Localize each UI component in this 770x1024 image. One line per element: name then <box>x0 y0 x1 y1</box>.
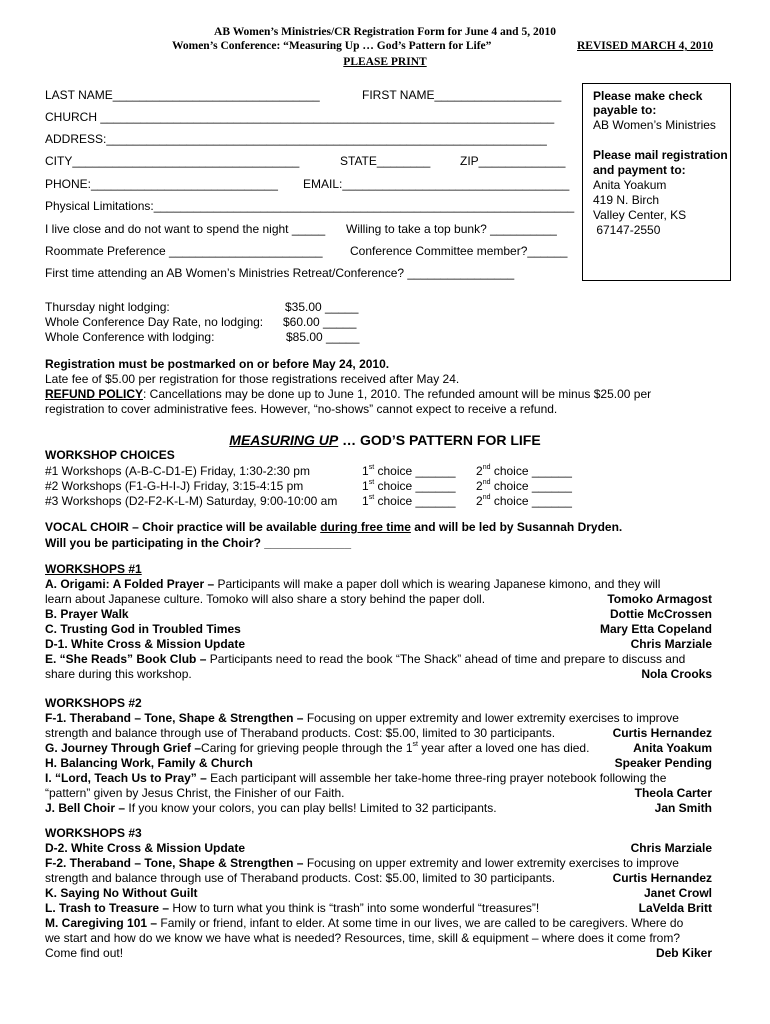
price-value[interactable]: $85.00 _____ <box>286 330 360 344</box>
workshops-2-heading: WORKSHOPS #2 <box>45 696 142 710</box>
price-label: Thursday night lodging: <box>45 300 170 314</box>
mail-address-city: Valley Center, KS <box>593 208 687 222</box>
workshop-m <box>45 916 683 931</box>
workshop-description: year after a loved one has died. <box>417 741 590 755</box>
payment-info-box <box>582 83 731 281</box>
city-field[interactable]: CITY__________________________________ <box>45 154 300 168</box>
ordinal-number: 2 <box>476 479 483 493</box>
please-print: PLEASE PRINT <box>343 56 427 68</box>
choice-row-label: #2 Workshops (F1-G-H-I-J) Friday, 3:15-4:15 pm <box>45 479 304 493</box>
choice-row-label: #1 Workshops (A-B-C-D1-E) Friday, 1:30-2:30 pm <box>45 464 310 478</box>
theme-title-part1: MEASURING UP <box>229 432 339 448</box>
price-label: Whole Conference with lodging: <box>45 330 215 344</box>
workshop-f1 <box>45 711 679 726</box>
ordinal-suffix: st <box>368 479 375 486</box>
roommate-field[interactable]: Roommate Preference _______________________ <box>45 244 323 258</box>
check-payable-line1: Please make check <box>593 89 703 103</box>
choice-blank: choice ______ <box>490 494 572 508</box>
workshop-description: share during this workshop. <box>45 667 192 681</box>
second-choice-field[interactable] <box>476 479 572 494</box>
workshop-title: A. Origami: A Folded Prayer – <box>45 577 215 591</box>
email-field[interactable]: EMAIL:__________________________________ <box>303 177 570 191</box>
ordinal-suffix: nd <box>482 464 491 471</box>
zip-field[interactable]: ZIP_____________ <box>460 154 566 168</box>
choir-participation-field[interactable]: Will you be participating in the Choir? _____________ <box>45 536 351 550</box>
deadline-notice: Registration must be postmarked on or before May 24, 2010. <box>45 357 390 371</box>
conference-subtitle: Women’s Conference: “Measuring Up … God’s Pattern for Life” <box>172 40 492 52</box>
mail-address-zip: 67147-2550 <box>593 223 661 237</box>
workshop-leader: Janet Crowl <box>643 886 712 900</box>
choir-notice <box>45 520 622 535</box>
ordinal-suffix: st <box>412 741 418 748</box>
last-name-field[interactable]: LAST NAME_______________________________ <box>45 88 320 102</box>
workshop-leader: Deb Kiker <box>655 946 712 960</box>
workshop-description: learn about Japanese culture. Tomoko will also share a story behind the paper doll. <box>45 592 486 606</box>
price-label: Whole Conference Day Rate, no lodging: <box>45 315 264 329</box>
second-choice-field[interactable] <box>476 464 572 479</box>
revised-date: REVISED MARCH 4, 2010 <box>577 40 714 52</box>
workshops-3-heading: WORKSHOPS #3 <box>45 826 142 840</box>
ordinal-suffix: st <box>368 464 375 471</box>
first-choice-field[interactable] <box>362 479 456 494</box>
workshop-title: M. Caregiving 101 – <box>45 916 158 930</box>
workshop-leader: Anita Yoakum <box>633 741 712 755</box>
workshop-description: Come find out! <box>45 946 124 960</box>
refund-policy-text: : Cancellations may be done up to June 1, 2010. The refunded amount will be minus $25.00 per <box>143 387 652 401</box>
workshop-title: J. Bell Choir – <box>45 801 126 815</box>
top-bunk-field[interactable]: Willing to take a top bunk? __________ <box>346 222 557 236</box>
refund-policy-line1 <box>45 387 651 402</box>
second-choice-field[interactable] <box>476 494 572 509</box>
workshop-leader: Curtis Hernandez <box>612 871 712 885</box>
choice-row-label: #3 Workshops (D2-F2-K-L-M) Saturday, 9:00-10:00 am <box>45 494 338 508</box>
ordinal-number: 1 <box>362 464 369 478</box>
workshop-f2 <box>45 856 679 871</box>
refund-policy-line2: registration to cover administrative fees. However, “no-shows” cannot expect to receive a refund. <box>45 402 558 416</box>
workshop-leader: Nola Crooks <box>641 667 712 681</box>
theme-title <box>0 431 770 449</box>
mail-registration-line1: Please mail registration <box>593 148 728 162</box>
workshop-leader: Jan Smith <box>654 801 712 815</box>
first-choice-field[interactable] <box>362 494 456 509</box>
ordinal-suffix: nd <box>482 479 491 486</box>
workshop-c-title: C. Trusting God in Troubled Times <box>45 622 241 636</box>
workshop-description: Participants need to read the book “The Shack” ahead of time and prepare to discuss and <box>206 652 686 666</box>
first-name-field[interactable]: FIRST NAME___________________ <box>362 88 562 102</box>
ordinal-suffix: st <box>368 494 375 501</box>
address-field[interactable]: ADDRESS:__________________________________________________________________ <box>45 132 547 146</box>
mail-address-name: Anita Yoakum <box>593 178 667 192</box>
workshop-choices-heading: WORKSHOP CHOICES <box>45 448 175 462</box>
workshop-description: If you know your colors, you can play bells! Limited to 32 participants. <box>125 801 497 815</box>
church-field[interactable]: CHURCH ____________________________________________________________________ <box>45 110 555 124</box>
workshop-leader: Chris Marziale <box>630 841 712 855</box>
workshop-leader: Curtis Hernandez <box>612 726 712 740</box>
workshop-description: How to turn what you think is “trash” into some wonderful “treasures”! <box>169 901 540 915</box>
workshop-leader: Speaker Pending <box>614 756 712 770</box>
workshop-title: F-2. Theraband – Tone, Shape & Strengthen – <box>45 856 304 870</box>
workshop-leader: Chris Marziale <box>630 637 712 651</box>
workshop-title: I. “Lord, Teach Us to Pray” – <box>45 771 207 785</box>
workshop-k-title: K. Saying No Without Guilt <box>45 886 198 900</box>
workshop-e <box>45 652 685 667</box>
workshop-title: F-1. Theraband – Tone, Shape & Strengthen – <box>45 711 304 725</box>
choice-blank: choice ______ <box>490 479 572 493</box>
workshop-i <box>45 771 666 786</box>
choir-notice-part1: VOCAL CHOIR – Choir practice will be available <box>45 520 321 534</box>
ordinal-suffix: nd <box>482 494 491 501</box>
ordinal-number: 2 <box>476 494 483 508</box>
price-value[interactable]: $60.00 _____ <box>283 315 357 329</box>
refund-policy-label: REFUND POLICY <box>45 387 144 401</box>
workshop-g <box>45 741 589 756</box>
workshop-description: strength and balance through use of Theraband products. Cost: $5.00, limited to 30 participants. <box>45 871 556 885</box>
workshop-description: strength and balance through use of Theraband products. Cost: $5.00, limited to 30 participants. <box>45 726 556 740</box>
workshop-leader: LaVelda Britt <box>638 901 712 915</box>
workshop-leader: Tomoko Armagost <box>607 592 712 606</box>
close-no-overnight-field[interactable]: I live close and do not want to spend the night _____ <box>45 222 326 236</box>
physical-limitations-field[interactable]: Physical Limitations:_______________________________________________________________ <box>45 199 575 213</box>
workshop-title: L. Trash to Treasure – <box>45 901 170 915</box>
ordinal-number: 1 <box>362 494 369 508</box>
first-time-field[interactable]: First time attending an AB Women’s Ministries Retreat/Conference? ________________ <box>45 266 515 280</box>
choice-blank: choice ______ <box>374 479 456 493</box>
workshop-leader: Dottie McCrossen <box>609 607 712 621</box>
workshop-description: we start and how do we know we have what is needed? Resources, time, skill & equipment – where does it come from? <box>45 931 680 945</box>
mail-registration-line2: and payment to: <box>593 163 686 177</box>
workshop-l <box>45 901 539 916</box>
workshop-description: Caring for grieving people through the 1 <box>201 741 413 755</box>
workshop-description: Focusing on upper extremity and lower extremity exercises to improve <box>303 711 679 725</box>
workshops-1-heading: WORKSHOPS #1 <box>45 562 142 576</box>
price-value[interactable]: $35.00 _____ <box>285 300 359 314</box>
workshop-b-title: B. Prayer Walk <box>45 607 129 621</box>
workshop-d1-title: D-1. White Cross & Mission Update <box>45 637 246 651</box>
first-choice-field[interactable] <box>362 464 456 479</box>
phone-field[interactable]: PHONE:____________________________ <box>45 177 278 191</box>
workshop-a <box>45 577 660 592</box>
choice-blank: choice ______ <box>374 464 456 478</box>
workshop-description: Family or friend, infant to elder. At some time in our lives, we are called to be caregivers. Where do <box>157 916 684 930</box>
committee-member-field[interactable]: Conference Committee member?______ <box>350 244 568 258</box>
form-title: AB Women’s Ministries/CR Registration Form for June 4 and 5, 2010 <box>214 26 556 38</box>
ordinal-number: 1 <box>362 479 369 493</box>
choice-blank: choice ______ <box>490 464 572 478</box>
ordinal-number: 2 <box>476 464 483 478</box>
workshop-h-title: H. Balancing Work, Family & Church <box>45 756 253 770</box>
workshop-description: “pattern” given by Jesus Christ, the Finisher of our Faith. <box>45 786 345 800</box>
workshop-description: Each participant will assemble her take-home three-ring prayer notebook following the <box>206 771 667 785</box>
choice-blank: choice ______ <box>374 494 456 508</box>
choir-free-time: during free time <box>320 520 411 534</box>
workshop-leader: Mary Etta Copeland <box>599 622 712 636</box>
theme-title-part2: … GOD’S PATTERN FOR LIFE <box>338 432 541 448</box>
workshop-title: G. Journey Through Grief – <box>45 741 202 755</box>
mail-address-street: 419 N. Birch <box>593 193 660 207</box>
late-fee-notice: Late fee of $5.00 per registration for those registrations received after May 24. <box>45 372 460 386</box>
workshop-d2-title: D-2. White Cross & Mission Update <box>45 841 246 855</box>
check-payable-line2: payable to: <box>593 103 657 117</box>
workshop-leader: Theola Carter <box>634 786 712 800</box>
workshop-title: E. “She Reads” Book Club – <box>45 652 207 666</box>
choir-notice-part3: and will be led by Susannah Dryden. <box>410 520 623 534</box>
payee-name: AB Women’s Ministries <box>593 118 716 132</box>
state-field[interactable]: STATE________ <box>340 154 431 168</box>
workshop-description: Participants will make a paper doll which is wearing Japanese kimono, and they will <box>214 577 661 591</box>
workshop-description: Focusing on upper extremity and lower extremity exercises to improve <box>303 856 679 870</box>
workshop-j <box>45 801 497 816</box>
